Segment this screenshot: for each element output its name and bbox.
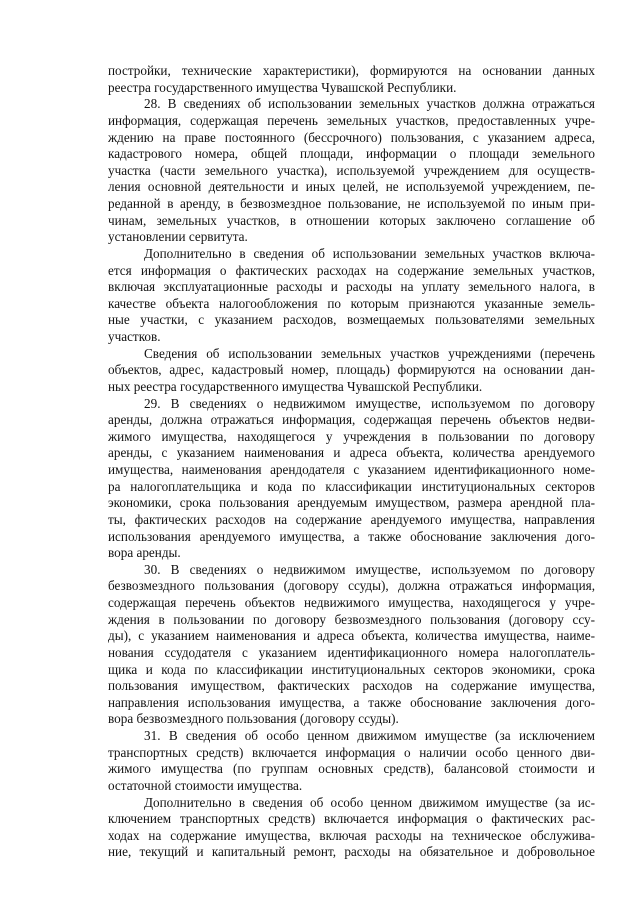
- text-line: кадастрового номера, общей площади, информации о площади земельного: [108, 146, 595, 162]
- text-line: аренды, с указанием наименования и адреса объекта, количества арендуемого: [108, 445, 595, 461]
- text-line: жимого имущества (по группам основных средств), балансовой стоимости и: [108, 761, 595, 777]
- text-line: 31. В сведения об особо ценном движимом имуществе (за исключением: [144, 728, 595, 743]
- text-line: остаточной стоимости имущества.: [108, 777, 303, 793]
- text-line: участка (части земельного участка), используемой учреждением для осуществ-: [108, 162, 595, 178]
- text-line: информация, содержащая перечень земельных участков, предоставленных учре-: [108, 112, 595, 128]
- text-line: нования ссудодателя с указанием идентификационного номера налогоплатель-: [108, 644, 595, 660]
- text-line: ждению на праве постоянного (бессрочного) пользования, с указанием адреса,: [108, 129, 595, 145]
- text-line: направления использования имущества, а также обоснование заключения дого-: [108, 694, 595, 710]
- text-line: 28. В сведениях об использовании земельных участков должна отражаться: [144, 96, 595, 112]
- text-line: ных реестра государственного имущества Чувашской Республики.: [108, 378, 483, 394]
- text-line: ключением транспортных средств) включается информация о фактических рас-: [108, 811, 595, 827]
- text-line: содержащая перечень объектов недвижимого имущества, находящегося у учре-: [108, 595, 595, 610]
- text-line: ние, текущий и капитальный ремонт, расходы на обязательное и добровольное: [108, 844, 595, 860]
- document-page: [108, 63, 595, 861]
- text-line: ды), с указанием наименования и адреса объекта, количества имущества, наиме-: [108, 628, 595, 644]
- text-line: реданной в аренду, в безвозмездное пользование, не используемой по иным при-: [108, 196, 595, 211]
- text-line: экономики, срока пользования арендуемым имуществом, размера арендной пла-: [108, 495, 595, 511]
- text-line: Дополнительно в сведения об особо ценном движимом имуществе (за ис-: [144, 794, 595, 810]
- text-line: транспортных средств) включается информация о наличии особо ценного дви-: [108, 744, 595, 760]
- text-line: включая эксплуатационные расходы и расходы на уплату земельного налога, в: [108, 279, 595, 295]
- text-line: объектов, адрес, кадастровый номер, площадь) формируются на основании дан-: [108, 362, 595, 378]
- text-line: ждения в пользовании по договору безвозмездного пользования (договору ссу-: [108, 611, 595, 627]
- text-line: ты, фактических расходов на содержание арендуемого имущества, направления: [108, 511, 595, 527]
- text-line: Сведения об использовании земельных участков учреждениями (перечень: [144, 345, 595, 361]
- text-line: вора безвозмездного пользования (договору ссуды).: [108, 711, 399, 727]
- text-line: установлении сервитута.: [108, 229, 248, 245]
- text-line: 30. В сведениях о недвижимом имуществе, используемом по договору: [144, 561, 595, 577]
- text-line: качестве объекта налогообложения по которым признаются указанные земель-: [108, 295, 595, 311]
- text-line: аренды, должна отражаться информация, содержащая перечень объектов недви-: [108, 412, 595, 428]
- text-line: использования арендуемого имущества, а также обоснование заключения дого-: [108, 528, 595, 544]
- text-line: имущества, наименования арендодателя с указанием идентификационного номе-: [108, 462, 595, 477]
- text-line: щика и кода по классификации институциональных секторов экономики, срока: [108, 661, 595, 677]
- text-line: ления основной деятельности и иных целей, не используемой учреждением, пе-: [108, 179, 595, 195]
- text-line: ется информация о фактических расходах на содержание земельных участков,: [108, 262, 595, 278]
- text-line: 29. В сведениях о недвижимом имуществе, используемом по договору: [144, 395, 595, 411]
- text-line: чинам, земельных участков, в отношении которых заключено соглашение об: [108, 212, 595, 228]
- text-line: ра налогоплательщика и кода по классификации институциональных секторов: [108, 478, 595, 494]
- text-line: Дополнительно в сведения об использовании земельных участков включа-: [144, 245, 595, 261]
- text-line: безвозмездного пользования (договору ссуды), должна отражаться информация,: [108, 578, 595, 594]
- text-line: пользования имуществом, фактических расходов на содержание имущества,: [108, 678, 595, 694]
- text-line: ные участки, с указанием расходов, возмещаемых пользователями земельных: [108, 312, 595, 328]
- text-line: жимого имущества, находящегося у учреждения в пользовании по договору: [108, 428, 595, 444]
- text-line: ходах на содержание имущества, включая расходы на техническое обслужива-: [108, 827, 595, 843]
- text-line: постройки, технические характеристики), формируются на основании данных: [108, 63, 595, 78]
- text-line: участков.: [108, 329, 161, 344]
- text-line: вора аренды.: [108, 545, 181, 561]
- text-line: реестра государственного имущества Чувашской Республики.: [108, 79, 457, 95]
